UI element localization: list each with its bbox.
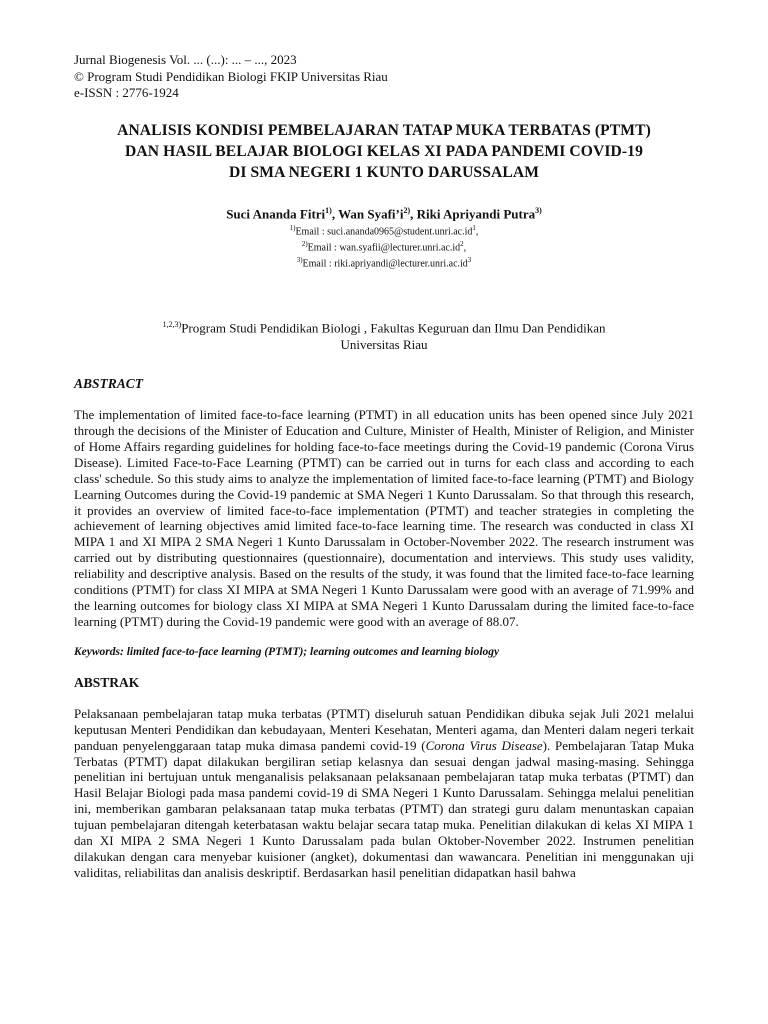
email-2: Email : wan.syafii@lecturer.unri.ac.id <box>307 242 461 254</box>
abstrak-italic-term: Corona Virus Disease <box>425 737 543 753</box>
author-3-marker: 3) <box>535 205 542 215</box>
author-1: Suci Ananda Fitri <box>226 205 326 221</box>
affiliation-line-1: Program Studi Pendidikan Biologi , Fakultas Keguruan dan Ilmu Dan Pendidikan <box>181 320 606 336</box>
abstract-body: The implementation of limited face-to-face learning (PTMT) in all education units has been opened since July 2021 through the decisions of the Minister of Education and Culture, Minister of Health, Minister of Religion, and Minister of Home Affairs regarding guidelines for holding face-to-face meetings during the Covid-19 pandemic (Corona Virus Disease). Limited Face-to-Face Learning (PTMT) can be carried out in turns for each class and according to each class' schedule. So this study aims to analyze the implementation of limited face-to-face learning (PTMT) and Biology Learning Outcomes during the Covid-19 pandemic at SMA Negeri 1 Kunto Darussalam. So that through this research, it provides an overview of limited face-to-face implementation (PTMT) and teacher strategies in completing the achievement of learning objectives amid limited face-to-face learning time. The research was conducted in class XI MIPA 1 and XI MIPA 2 SMA Negeri 1 Kunto Darussalam in October-November 2022. The research instrument was carried out by distributing questionnaires (questionnaire), documentation and interviews. This study uses validity, reliability and descriptive analysis. Based on the results of the study, it was found that the limited face-to-face learning conditions (PTMT) for class XI MIPA at SMA Negeri 1 Kunto Darussalam were good with an average of 71.99% and the learning outcomes for biology class XI MIPA at SMA Negeri 1 Kunto Darussalam during the limited face-to-face learning (PTMT) during the Covid-19 pandemic were good with an average of 88.07. <box>74 407 694 629</box>
paper-title <box>74 120 694 183</box>
affiliation-line-2: Universitas Riau <box>340 336 428 352</box>
author-2: Wan Syafi’i <box>338 205 404 221</box>
journal-header <box>74 52 694 102</box>
keywords: Keywords: limited face-to-face learning (PTMT); learning outcomes and learning biology <box>74 645 500 658</box>
affiliation <box>74 317 694 353</box>
email-line: $^{1)}$Email : $suci.ananda0965@student.unri.ac.id^1$, <box>289 223 479 238</box>
email-3: Email : riki.apriyandi@lecturer.unri.ac.id <box>302 258 468 270</box>
paper-page <box>74 52 694 881</box>
journal-volume: Jurnal Biogenesis Vol. ... (...): ... – ..., 2023 <box>74 52 297 67</box>
email-list <box>74 222 694 271</box>
abstrak-heading: ABSTRAK <box>74 674 140 690</box>
title-line-2: DAN HASIL BELAJAR BIOLOGI KELAS XI PADA PANDEMI COVID-19 <box>125 142 643 160</box>
author-3: Riki Apriyandi Putra <box>416 205 536 221</box>
abstract-heading: ABSTRACT <box>74 376 144 392</box>
abstrak-body: Pelaksanaan pembelajaran tatap muka terbatas (PTMT) diseluruh satuan Pendidikan dibuka sejak Juli 2021 melalui keputusan Menteri Pendidikan dan kebudayaan, Menteri Kesehatan, Menteri agama, dan Menteri dalam negeri terkait panduan penyelenggaraan tatap muka dimasa pandemi covid-19 (Corona Virus Disease). Pembelajaran Tatap Muka Terbatas (PTMT) dapat dilakukan bergiliran setiap kelasnya dan sesuai dengan jadwal masing-masing. Sehingga penelitian ini bertujuan untuk menganalisis pelaksanaan pelaksanaan pembelajaran tatap muka terbatas (PTMT) dan Hasil Belajar Biologi pada masa pandemi covid-19 di SMA Negeri 1 Kunto Darussalam. Sehingga melalui penelitian ini, memberikan gambaran pelaksanaan tatap muka terbatas (PTMT) dan strategi guru dalam menuntaskan capaian tujuan pembelajaran ditengah keterbatasan waktu belajar secara tatap muka. Penelitian dilakukan di kelas XI MIPA 1 dan XI MIPA 2 SMA Negeri 1 Kunto Darussalam pada bulan Oktober-November 2022. Instrumen penelitian dilakukan dengan cara menyebar kuisioner (angket), dokumentasi dan wawancara. Penelitian ini menggunakan uji validitas, reliabilitas dan analisis deskriptif. Berdasarkan hasil penelitian didapatkan hasil bahwa <box>74 705 694 880</box>
title-line-3: DI SMA NEGERI 1 KUNTO DARUSSALAM <box>228 163 540 181</box>
author-list: Suci Ananda Fitri$^{1)}$, Wan $Syafi’i^{2)}$, Riki Apriyandi Putra$^{3)}$ <box>226 205 542 221</box>
journal-copyright: © Program Studi Pendidikan Biologi FKIP Universitas Riau <box>74 68 388 84</box>
email-line: $^{3)}$Email : $riki.apriyandi@lecturer.unri.ac.id^3$ <box>296 256 472 270</box>
title-line-1: ANALISIS KONDISI PEMBELAJARAN TATAP MUKA TERBATAS (PTMT) <box>117 121 651 139</box>
email-1: Email : suci.ananda0965@student.unri.ac.id <box>295 226 473 238</box>
author-1-marker: 1) <box>325 205 332 215</box>
journal-issn: e-ISSN : 2776-1924 <box>74 85 179 100</box>
email-line: $^{2)}$Email : $wan.syafii@lecturer.unri.ac.id^2$, <box>301 240 467 254</box>
affiliation-marker: 1,2,3) <box>162 319 182 329</box>
author-2-marker: 2) <box>403 205 411 215</box>
